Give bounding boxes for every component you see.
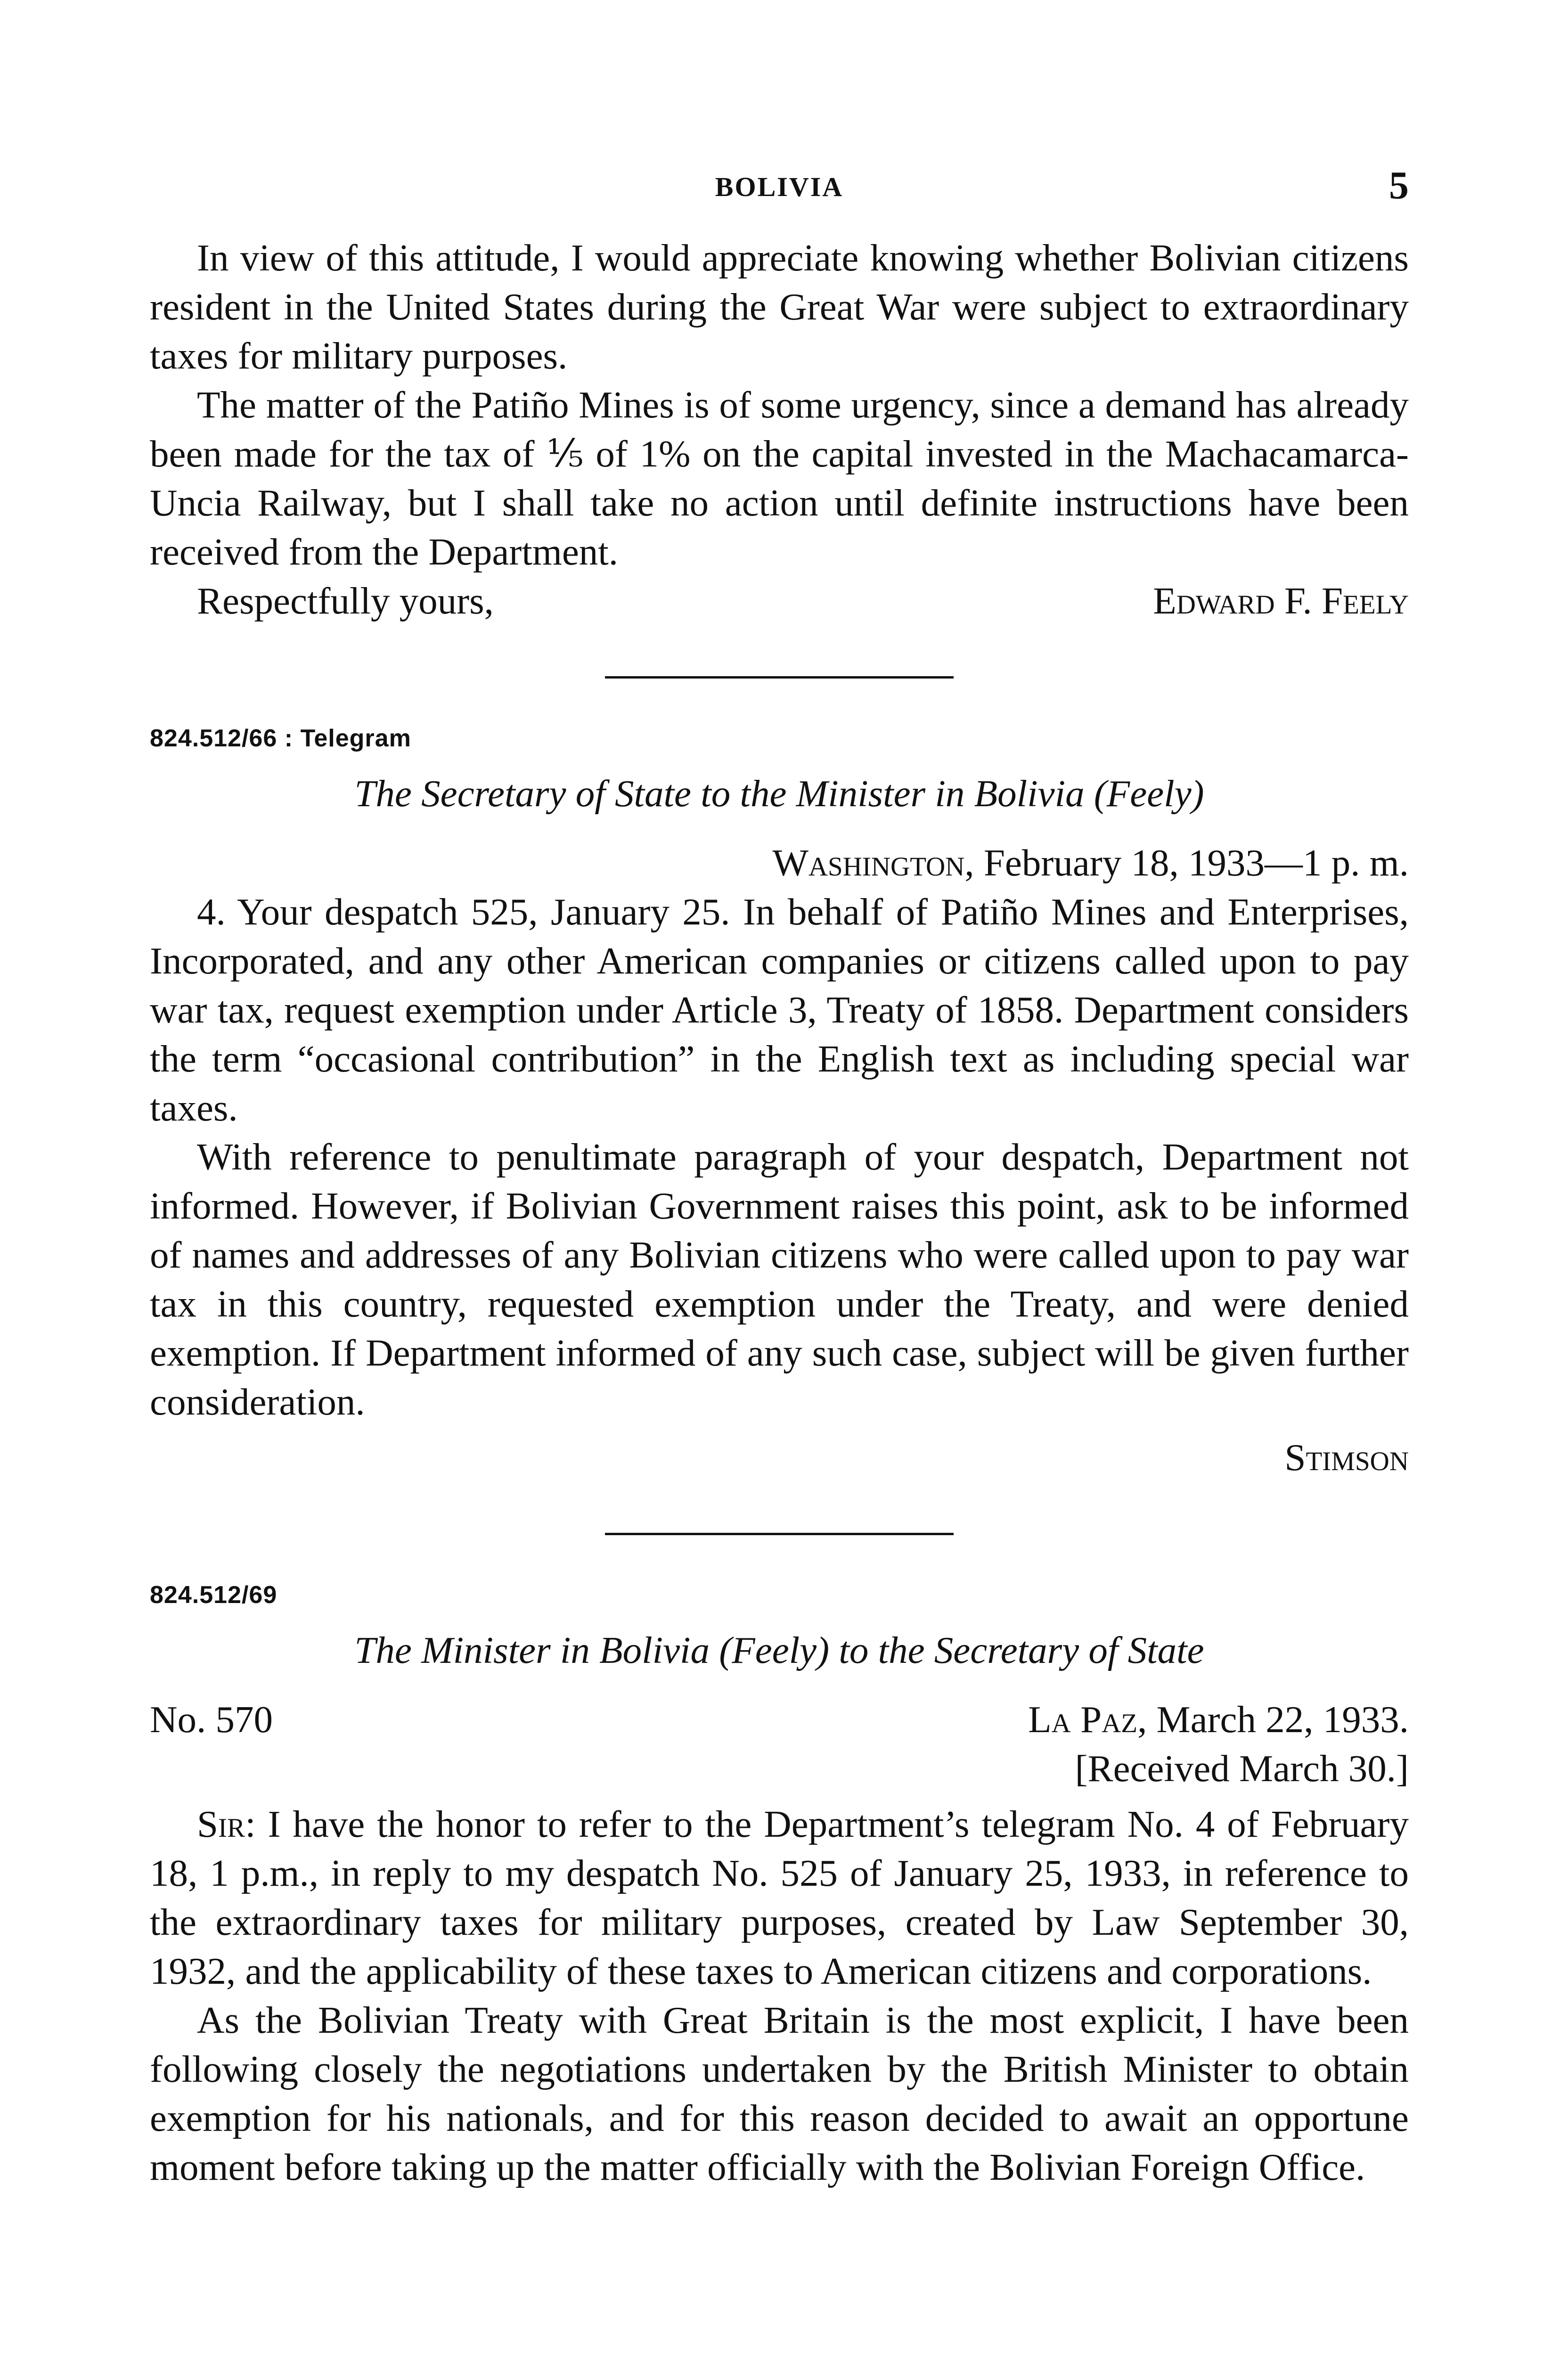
running-head: BOLIVIA (715, 172, 844, 202)
doc2-signature: Stimson (1284, 1436, 1409, 1479)
page-body (150, 233, 1409, 2192)
doc2-date: , February 18, 1933—1 p. m. (964, 842, 1409, 884)
doc2-paragraph-2: With reference to penultimate paragraph of your despatch, Department not informed. However, if Bolivian Government raises this point, ask to be informed of names and addresses of any Bolivian citizens who were called upon to pay war tax in this country, requested exemption under the Treaty, and were denied exemption. If Department informed of any such case, subject will be given further consideration. (150, 1136, 1409, 1423)
letter1-signature: Edward F. Feely (1153, 580, 1409, 622)
doc3-file-reference: 824.512/69 (150, 1581, 278, 1609)
section-divider-1 (605, 676, 954, 679)
letter1-signoff (150, 576, 1409, 625)
doc2-dateline (150, 838, 1409, 887)
section-divider-2 (605, 1533, 954, 1535)
doc3-number: No. 570 (150, 1698, 273, 1741)
letter1-paragraph-2: The matter of the Patiño Mines is of some urgency, since a demand has already been made for the tax of ⅕ of 1% on the capital invested in the Machacamarca-Uncia Railway, but I shall take no action until definite instructions have been received from the Department. (150, 384, 1409, 573)
letter1-paragraph-1: In view of this attitude, I would appreciate knowing whether Bolivian citizens resident in the United States during the Great War were subject to extraordinary taxes for military purposes. (150, 237, 1409, 377)
doc3-title: The Minister in Bolivia (Feely) to the Secretary of State (354, 1629, 1204, 1671)
spacer (150, 1793, 1409, 1800)
doc3-number-dateline (150, 1695, 1409, 1744)
doc3-salutation: Sir (197, 1803, 245, 1845)
doc2-place: Washington (772, 842, 965, 884)
doc3-received: [Received March 30.] (1075, 1747, 1409, 1790)
letter1-closing: Respectfully yours, (197, 580, 494, 622)
page-header (150, 163, 1409, 214)
doc3-paragraph-2: As the Bolivian Treaty with Great Britain is the most explicit, I have been following closely the negotiations undertaken by the British Minister to obtain exemption for his nationals, and for this reason decided to await an opportune moment before taking up the matter officially with the Bolivian Foreign Office. (150, 1999, 1409, 2188)
doc3-paragraph-1 (150, 1800, 1409, 1996)
doc3-date: , March 22, 1933. (1137, 1698, 1409, 1741)
page-number: 5 (1389, 164, 1409, 207)
doc3-paragraph-1-text: : I have the honor to refer to the Department’s telegram No. 4 of February 18, 1 p.m., in reply to my despatch No. 525 of January 25, 1933, in reference to the extraordinary taxes for military purposes, created by Law September 30, 1932, and the applicability of these taxes to American citizens and corporations. (150, 1803, 1409, 1992)
doc2-title: The Secretary of State to the Minister in Bolivia (Feely) (354, 772, 1204, 815)
doc2-paragraph-1: 4. Your despatch 525, January 25. In behalf of Patiño Mines and Enterprises, Incorporated, and any other American companies or citizens called upon to pay war tax, request exemption under Article 3, Treaty of 1858. Department considers the term “occasional contribution” in the English text as including special war taxes. (150, 891, 1409, 1129)
doc3-place: La Paz (1028, 1698, 1138, 1741)
doc2-file-reference: 824.512/66 : Telegram (150, 725, 411, 752)
doc3-dateline (1028, 1695, 1409, 1744)
